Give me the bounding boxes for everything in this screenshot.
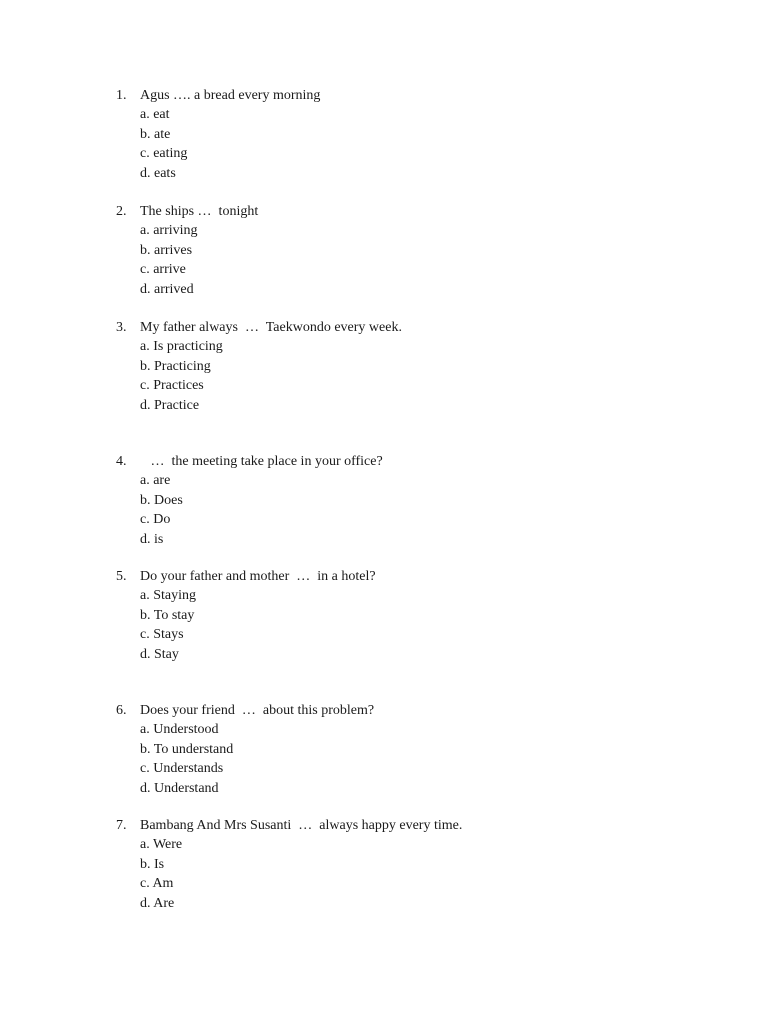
question-stem-line <box>116 567 716 586</box>
question-stem: The ships … tonight <box>140 204 259 219</box>
option-d: d. Practice <box>140 397 200 413</box>
option-a: a. Is practicing <box>140 339 223 355</box>
option-d: d. Understand <box>140 780 219 796</box>
option-b: b. arrives <box>140 242 193 258</box>
options-list <box>116 221 716 299</box>
question-stem: Bambang And Mrs Susanti … always happy every time. <box>140 818 463 833</box>
question-number: 7. <box>116 818 127 833</box>
option-d: d. arrived <box>140 281 194 297</box>
option-a: a. Were <box>140 837 183 853</box>
question-number: 3. <box>116 320 127 335</box>
options-list <box>116 586 716 664</box>
question-stem: Do your father and mother … in a hotel? <box>140 569 376 584</box>
question-1 <box>116 86 716 183</box>
options-list <box>116 337 716 415</box>
question-number: 6. <box>116 703 127 718</box>
option-d: d. is <box>140 531 164 547</box>
question-stem: Does your friend … about this problem? <box>140 703 375 718</box>
option-b: b. To understand <box>140 741 234 757</box>
option-c: c. Do <box>140 512 171 528</box>
option-d: d. eats <box>140 165 176 181</box>
question-number: 2. <box>116 204 127 219</box>
question-stem: My father always … Taekwondo every week. <box>140 320 402 335</box>
options-list <box>116 105 716 183</box>
question-number: 4. <box>116 454 127 469</box>
option-b: b. Is <box>140 856 165 872</box>
question-stem-line <box>116 202 716 221</box>
question-5 <box>116 567 716 664</box>
question-stem: … the meeting take place in your office? <box>140 454 383 469</box>
option-b: b. ate <box>140 126 171 142</box>
question-3 <box>116 318 716 415</box>
question-stem-line <box>116 318 716 337</box>
question-stem-line <box>116 701 716 720</box>
option-d: d. Stay <box>140 646 179 662</box>
question-stem-line <box>116 86 716 105</box>
options-list <box>116 471 716 549</box>
question-7 <box>116 816 716 913</box>
option-c: c. arrive <box>140 262 186 278</box>
option-a: a. are <box>140 473 171 489</box>
option-a: a. Staying <box>140 588 196 604</box>
option-a: a. arriving <box>140 223 198 239</box>
question-stem-line <box>116 452 716 471</box>
option-c: c. eating <box>140 146 188 162</box>
option-b: b. Does <box>140 492 183 508</box>
question-stem-line <box>116 816 716 835</box>
question-number: 1. <box>116 88 127 103</box>
question-number: 5. <box>116 569 127 584</box>
option-a: a. eat <box>140 107 170 123</box>
option-b: b. Practicing <box>140 358 211 374</box>
options-list <box>116 835 716 913</box>
options-list <box>116 720 716 798</box>
question-2 <box>116 202 716 299</box>
option-b: b. To stay <box>140 607 195 623</box>
option-c: c. Practices <box>140 378 204 394</box>
option-c: c. Stays <box>140 627 184 643</box>
question-4 <box>116 452 716 549</box>
option-c: c. Understands <box>140 761 224 777</box>
question-6 <box>116 701 716 798</box>
option-a: a. Understood <box>140 722 219 738</box>
option-d: d. Are <box>140 895 175 911</box>
question-stem: Agus …. a bread every morning <box>140 88 321 103</box>
option-c: c. Am <box>140 876 174 892</box>
